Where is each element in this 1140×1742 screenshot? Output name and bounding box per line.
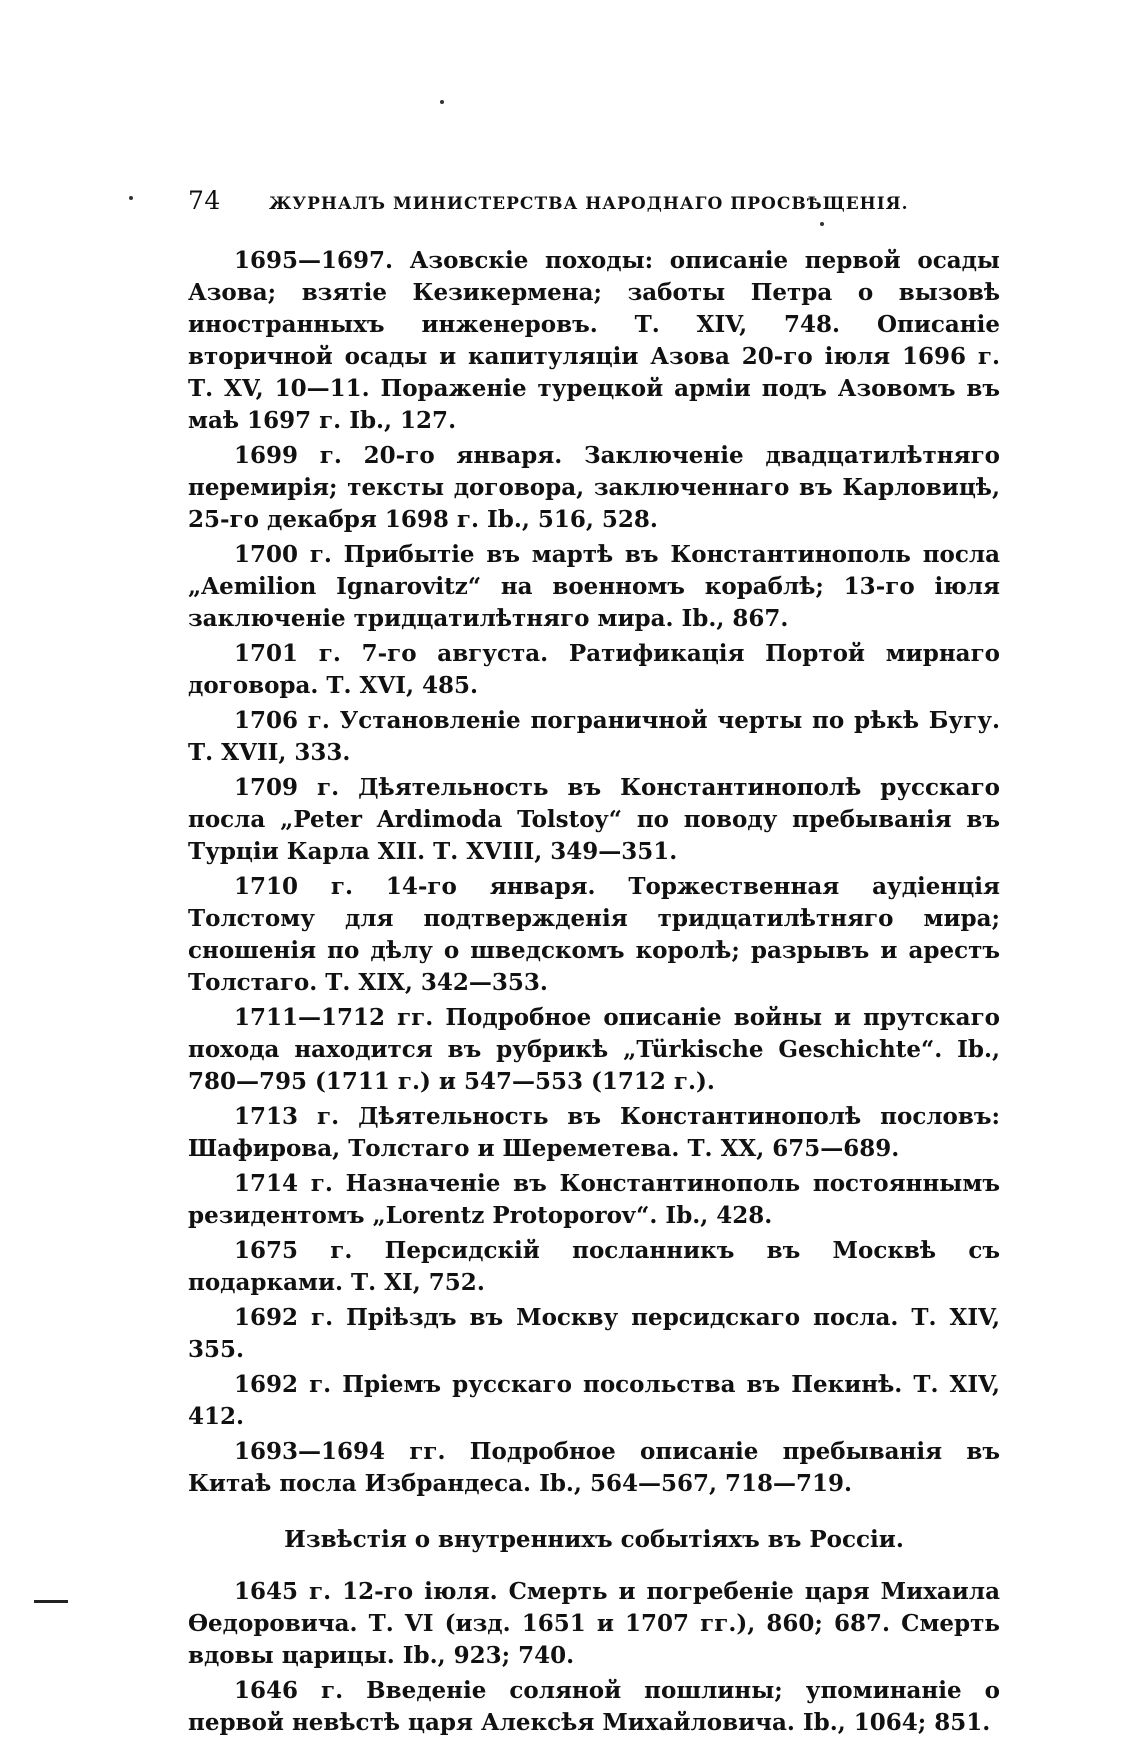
chronicle-entry: 1700 г. Прибытіе въ мартѣ въ Константинополь посла „Aemilion Ignarovitz“ на военномъ кораблѣ; 13-го іюля заключеніе тридцатилѣтняго мира. Ib., 867.	[188, 541, 1000, 632]
section-heading: Извѣстія о внутреннихъ событіяхъ въ Россіи.	[284, 1526, 904, 1553]
chronicle-entry: 1646 г. Введеніе соляной пошлины; упоминаніе о первой невѣстѣ царя Алексѣя Михайловича. Ib., 1064; 851.	[188, 1677, 1000, 1736]
chronicle-entry: 1711—1712 гг. Подробное описаніе войны и прутскаго похода находится въ рубрикѣ „Türkische Geschichte“. Ib., 780—795 (1711 г.) и 547—553 (1712 г.).	[188, 1004, 1000, 1095]
chronicle-entry: 1693—1694 гг. Подробное описаніе пребыванія въ Китаѣ посла Избрандеса. Ib., 564—567, 718—719.	[188, 1438, 1000, 1497]
chronicle-entry: 1699 г. 20-го января. Заключеніе двадцатилѣтняго перемирія; тексты договора, заключеннаго въ Карловицѣ, 25-го декабря 1698 г. Ib., 516, 528.	[188, 442, 1000, 533]
chronicle-entry: 1706 г. Установленіе пограничной черты по рѣкѣ Бугу. Т. XVII, 333.	[188, 707, 1000, 766]
chronicle-entry: 1714 г. Назначеніе въ Константинополь постояннымъ резидентомъ „Lorentz Protoporov“. Ib., 428.	[188, 1170, 1000, 1229]
specks	[440, 100, 444, 104]
specks	[129, 196, 133, 200]
chronicle-entry: 1692 г. Пріемъ русскаго посольства въ Пекинѣ. Т. XIV, 412.	[188, 1371, 1000, 1430]
chronicle-entry: 1692 г. Пріѣздъ въ Москву персидскаго посла. Т. XIV, 355.	[188, 1304, 1000, 1363]
chronicle-entry: 1710 г. 14-го января. Торжественная аудіенція Толстому для подтвержденія тридцатилѣтняго мира; сношенія по дѣлу о шведскомъ королѣ; разрывъ и арестъ Толстаго. Т. XIX, 342—353.	[188, 873, 1000, 996]
chronicle-entry: 1709 г. Дѣятельность въ Константинополѣ русскаго посла „Peter Ardimoda Tolstoy“ по поводу пребыванія въ Турціи Карла XII. Т. XVIII, 349—351.	[188, 774, 1000, 865]
running-title: ЖУРНАЛЪ МИНИСТЕРСТВА НАРОДНАГО ПРОСВѢЩЕНІЯ.	[268, 194, 909, 214]
chronicle-entry: 1645 г. 12-го іюля. Смерть и погребеніе царя Михаила Ѳедоровича. Т. VI (изд. 1651 и 1707 гг.), 860; 687. Смерть вдовы царицы. Ib., 923; 740.	[188, 1578, 1000, 1669]
chronicle-entry: 1695—1697. Азовскіе походы: описаніе первой осады Азова; взятіе Кезикермена; заботы Петра о вызовѣ иностранныхъ инженеровъ. Т. XIV, 748. Описаніе вторичной осады и капитуляціи Азова 20-го іюля 1696 г. Т. XV, 10—11. Пораженіе турецкой арміи подъ Азовомъ въ маѣ 1697 г. Ib., 127.	[188, 247, 1000, 434]
page-number: 74	[188, 186, 221, 215]
margin-mark	[34, 1600, 68, 1603]
chronicle-entry: 1675 г. Персидскій посланникъ въ Москвѣ съ подарками. Т. XI, 752.	[188, 1237, 1000, 1296]
page-header	[188, 186, 998, 215]
chronicle-entry: 1701 г. 7-го августа. Ратификація Портой мирнаго договора. Т. XVI, 485.	[188, 640, 1000, 699]
body-text	[188, 245, 1000, 1742]
chronicle-entry: 1713 г. Дѣятельность въ Константинополѣ пословъ: Шафирова, Толстаго и Шереметева. Т. XX, 675—689.	[188, 1103, 1000, 1162]
specks	[820, 222, 824, 226]
